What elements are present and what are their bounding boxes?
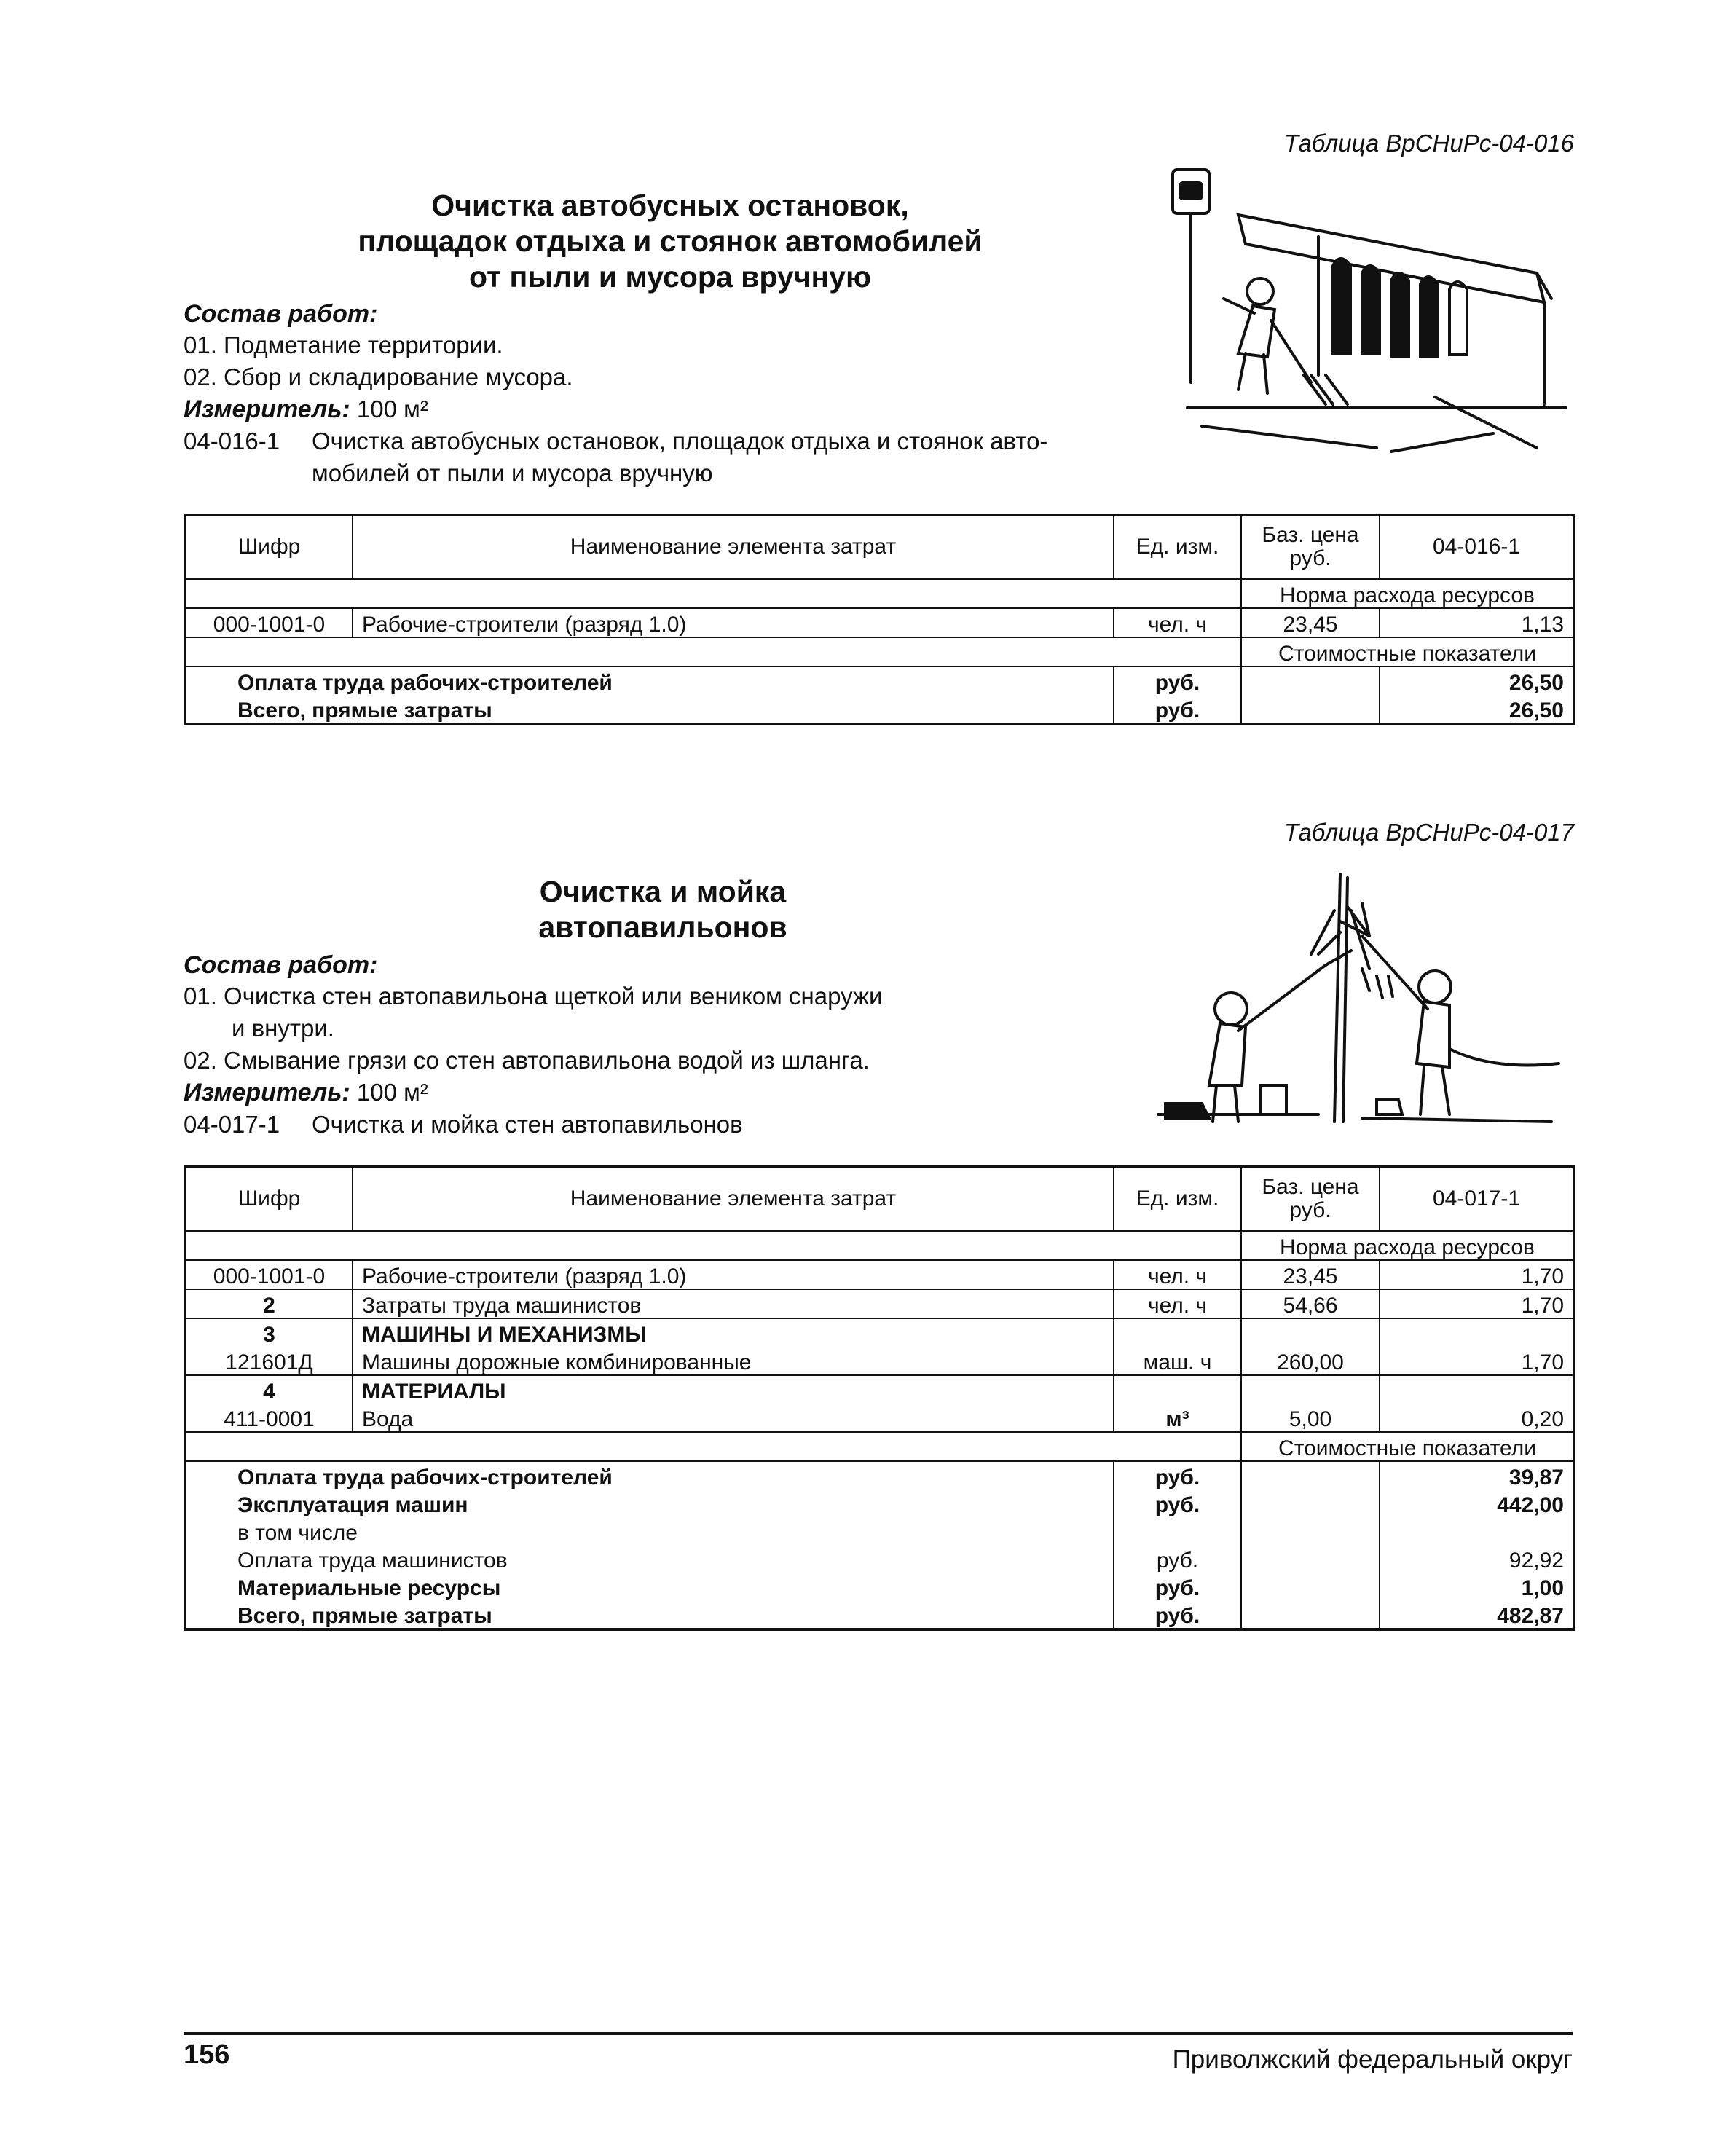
work-item: 02. Смывание грязи со стен автопавильона водой из шланга. <box>184 1047 870 1074</box>
section-title-2: Очистка и мойка автопавильонов <box>538 875 787 944</box>
table-row: 2 Затраты труда машинистов чел. ч 54,66 1,70 <box>185 1289 1574 1318</box>
work-item: 02. Сбор и складирование мусора. <box>184 363 573 390</box>
measure-2: Измеритель: 100 м² <box>184 1079 428 1106</box>
header-norm: 04-017-1 <box>1380 1167 1574 1231</box>
cost-row: Оплата труда рабочих-строителей руб. 26,50 <box>185 666 1574 695</box>
table-label-1: Таблица ВрСНиРс-04-016 <box>1284 130 1574 157</box>
header-price: Баз. цена руб. <box>1241 1167 1380 1231</box>
cost-row: Эксплуатация машин руб. 442,00 <box>185 1490 1574 1517</box>
cost-title: Стоимостные показатели <box>1241 1432 1574 1461</box>
norm-title: Норма расхода ресурсов <box>1241 1231 1574 1261</box>
table-row: 121601Д Машины дорожные комбинированные маш. ч 260,00 1,70 <box>185 1347 1574 1375</box>
table-row: 3 МАШИНЫ И МЕХАНИЗМЫ <box>185 1318 1574 1347</box>
pavilion-washing-illustration <box>1144 867 1581 1158</box>
cost-row: Всего, прямые затраты руб. 482,87 <box>185 1600 1574 1629</box>
header-code: Шифр <box>185 515 353 579</box>
header-unit: Ед. изм. <box>1114 515 1241 579</box>
work-item: 01. Очистка стен автопавильона щеткой или веником снаружи <box>184 983 883 1010</box>
header-unit: Ед. изм. <box>1114 1167 1241 1231</box>
code-desc-line: Очистка автобусных остановок, площадок отдыха и стоянок авто- <box>312 428 1048 455</box>
header-code: Шифр <box>185 1167 353 1231</box>
footer-rule <box>184 2032 1573 2035</box>
code-desc-code-1: 04-016-1 <box>184 428 280 455</box>
cost-row: Оплата труда рабочих-строителей руб. 39,87 <box>185 1461 1574 1490</box>
table-label-2: Таблица ВрСНиРс-04-017 <box>1284 819 1574 846</box>
code-desc-code-2: 04-017-1 <box>184 1111 280 1138</box>
works-label-2: Состав работ: <box>184 951 378 979</box>
code-desc-line: Очистка и мойка стен автопавильонов <box>312 1111 743 1138</box>
header-name: Наименование элемента затрат <box>353 1167 1114 1231</box>
cost-row: Материальные ресурсы руб. 1,00 <box>185 1573 1574 1600</box>
table-row: 000-1001-0 Рабочие-строители (разряд 1.0) чел. ч 23,45 1,13 <box>185 608 1574 637</box>
cost-table-2 <box>184 1165 1575 1631</box>
table-row: 000-1001-0 Рабочие-строители (разряд 1.0) чел. ч 23,45 1,70 <box>185 1260 1574 1289</box>
code-desc-line: мобилей от пыли и мусора вручную <box>312 460 713 487</box>
header-price: Баз. цена руб. <box>1241 515 1380 579</box>
bus-stop-illustration <box>1158 164 1581 484</box>
norm-title: Норма расхода ресурсов <box>1241 579 1574 609</box>
work-item: 01. Подметание территории. <box>184 331 503 358</box>
measure-1: Измеритель: 100 м² <box>184 396 428 423</box>
header-name: Наименование элемента затрат <box>353 515 1114 579</box>
section-title-1: Очистка автобусных остановок, площадок отдыха и стоянок автомобилей от пыли и мусора вручную <box>358 189 983 294</box>
cost-table-1 <box>184 514 1575 725</box>
cost-row: Оплата труда машинистов руб. 92,92 <box>185 1545 1574 1573</box>
works-label-1: Состав работ: <box>184 300 378 328</box>
work-item: и внутри. <box>232 1015 334 1042</box>
page-number: 156 <box>184 2039 230 2070</box>
table-row: 4 МАТЕРИАЛЫ <box>185 1375 1574 1404</box>
cost-title: Стоимостные показатели <box>1241 637 1574 666</box>
table-row: 411-0001 Вода м³ 5,00 0,20 <box>185 1404 1574 1432</box>
cost-row: Всего, прямые затраты руб. 26,50 <box>185 695 1574 724</box>
cost-row: в том числе <box>185 1517 1574 1545</box>
header-norm: 04-016-1 <box>1380 515 1574 579</box>
footer-region: Приволжский федеральный округ <box>1172 2045 1573 2074</box>
